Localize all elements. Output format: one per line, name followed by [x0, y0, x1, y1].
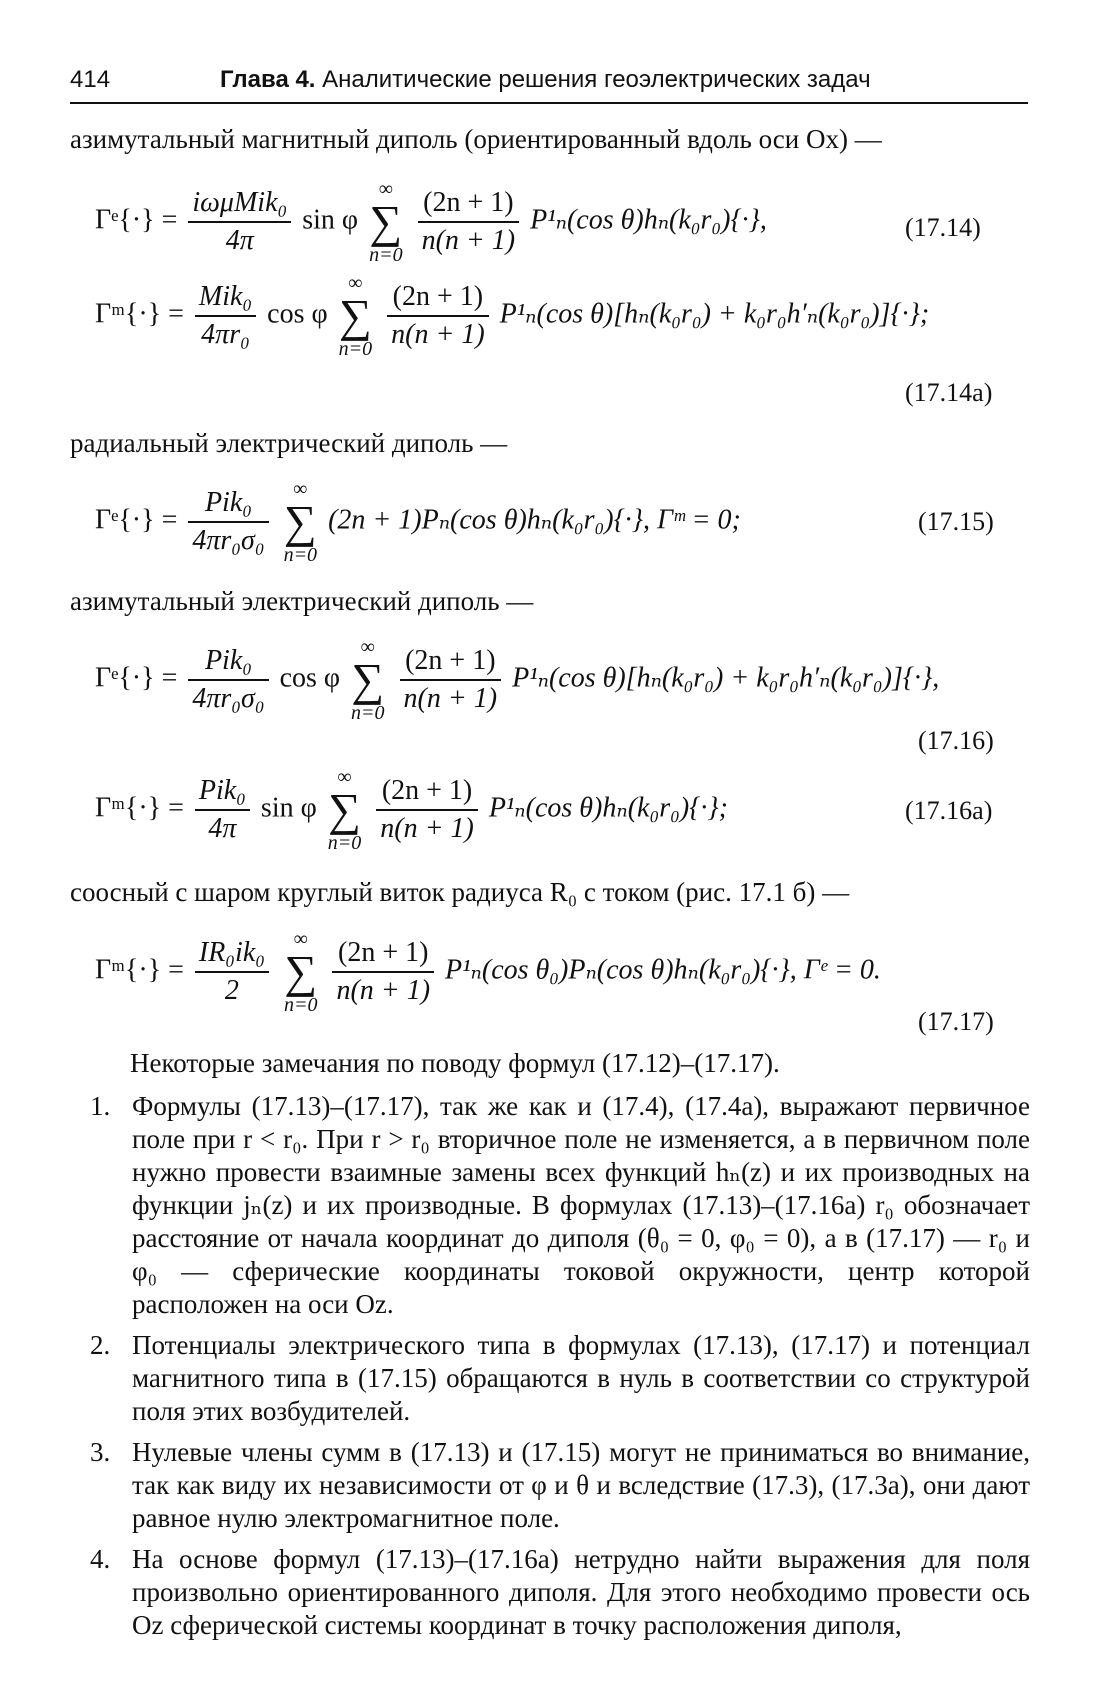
chapter-title: Аналитические решения геоэлектрических задач — [322, 66, 871, 93]
list-item: 2. Потенциалы электрического типа в формулах (17.13), (17.17) и потенциал магнитного типа в (17.15) обращаются в нуль в соответствии со структурой поля этих возбудителей. — [90, 1330, 1030, 1426]
chapter-label: Глава 4. — [220, 66, 316, 93]
equation-number: (17.16) — [918, 726, 994, 755]
running-header — [70, 62, 1028, 104]
equation-number: (17.14) — [905, 213, 981, 242]
equation-number: (17.15) — [918, 507, 994, 536]
equation-number: (17.17) — [918, 1007, 994, 1036]
eq-fraction: $\frac{(2n + 1)}{n(n + 1)}$ — [418, 185, 520, 259]
eq-fraction: $\frac{\text{iωμMik₀}}{4\pi}$ — [188, 185, 291, 259]
equation-17-16a: Γᵐ{·} = $\frac{\text{Pik₀}}{4\pi}$ sin φ ∞ ∑ n=0 $\frac{(2n + 1)}{n(n + 1)}$ P¹ₙ(cos θ)hₙ(k₀r₀){·}; — [95, 766, 728, 854]
list-item: 4. На основе формул (17.13)–(17.16а) нетрудно найти выражения для поля произвольно ориентированного диполя. Для этого необходимо провести ось Oz сферической системы координат в точку расположения диполя, — [90, 1544, 1030, 1640]
equation-number: (17.16a) — [905, 796, 993, 825]
equation-17-14: Γᵉ{·} = $\frac{\text{iωμMik₀}}{4\pi}$ sin φ ∞ ∑ n=0 $\frac{(2n + 1)}{n(n + 1)}$ P¹ₙ(cos θ)hₙ(k₀r₀){·}, — [95, 178, 767, 266]
list-item: 1. Формулы (17.13)–(17.17), так же как и (17.4), (17.4а), выражают первичное поле при r < r₀. При r > r₀ вторичное поле не изменяется, а в первичном поле нужно провести взаимные замены всех функций hₙ(z) и их производных на функции jₙ(z) и их производные. В формулах (17.13)–(17.16а) r₀ обозначает расстояние от начала координат до диполя (θ₀ = 0, φ₀ = 0), а в (17.17) — r₀ и φ₀ — сферические координаты токовой окружности, центр которой расположен на оси Oz. — [90, 1091, 1030, 1319]
paragraph-remarks: Некоторые замечания по поводу формул (17.12)–(17.17). — [130, 1048, 780, 1078]
sum-symbol: ∞ ∑ n=0 — [369, 178, 403, 266]
equation-17-15: Γᵉ{·} = $\frac{\text{Pik₀}}{\text{4πr₀σ₀}}$ ∞ ∑ n=0 (2n + 1)Pₙ(cos θ)hₙ(k₀r₀){·}, Γᵐ = 0; — [95, 478, 741, 566]
equation-number: (17.14a) — [905, 378, 993, 407]
list-item: 3. Нулевые члены сумм в (17.13) и (17.15) могут не приниматься во внимание, так как виду их независимости от φ и θ и вследствие (17.3), (17.3а), они дают равное нулю электромагнитное поле. — [90, 1437, 1030, 1533]
paragraph-radial-electric: радиальный электрический диполь — — [70, 428, 508, 458]
paragraph-coaxial-loop: соосный с шаром круглый виток радиуса R₀ с током (рис. 17.1 б) — — [70, 877, 850, 907]
paragraph-azimuthal-electric: азимутальный электрический диполь — — [70, 586, 534, 616]
equation-17-17: Γᵐ{·} = $\frac{\text{IR₀ik₀}}{2}$ ∞ ∑ n=0 $\frac{(2n + 1)}{n(n + 1)}$ P¹ₙ(cos θ₀)Pₙ(cos θ)hₙ(k₀r₀){·}, Γᵉ = 0. — [95, 928, 881, 1016]
eq-lhs: Γᵉ{·} = — [95, 204, 178, 236]
paragraph-azimuthal-magnetic: азимутальный магнитный диполь (ориентированный вдоль оси Ox) — — [70, 124, 882, 154]
chapter-heading — [220, 66, 871, 94]
equation-17-14a: Γᵐ{·} = $\frac{\text{Mik₀}}{\text{4πr₀}}$ cos φ ∞ ∑ n=0 $\frac{(2n + 1)}{n(n + 1)}$ P¹ₙ(cos θ)[hₙ(k₀r₀) + k₀r₀h′ₙ(k₀r₀)]{·}; — [95, 272, 930, 360]
equation-17-16: Γᵉ{·} = $\frac{\text{Pik₀}}{\text{4πr₀σ₀}}$ cos φ ∞ ∑ n=0 $\frac{(2n + 1)}{n(n + 1)}$ P¹ₙ(cos θ)[hₙ(k₀r₀) + k₀r₀h′ₙ(k₀r₀)]{·}, — [95, 636, 940, 724]
remarks-list — [70, 1090, 1030, 1650]
page-number: 414 — [70, 66, 111, 93]
